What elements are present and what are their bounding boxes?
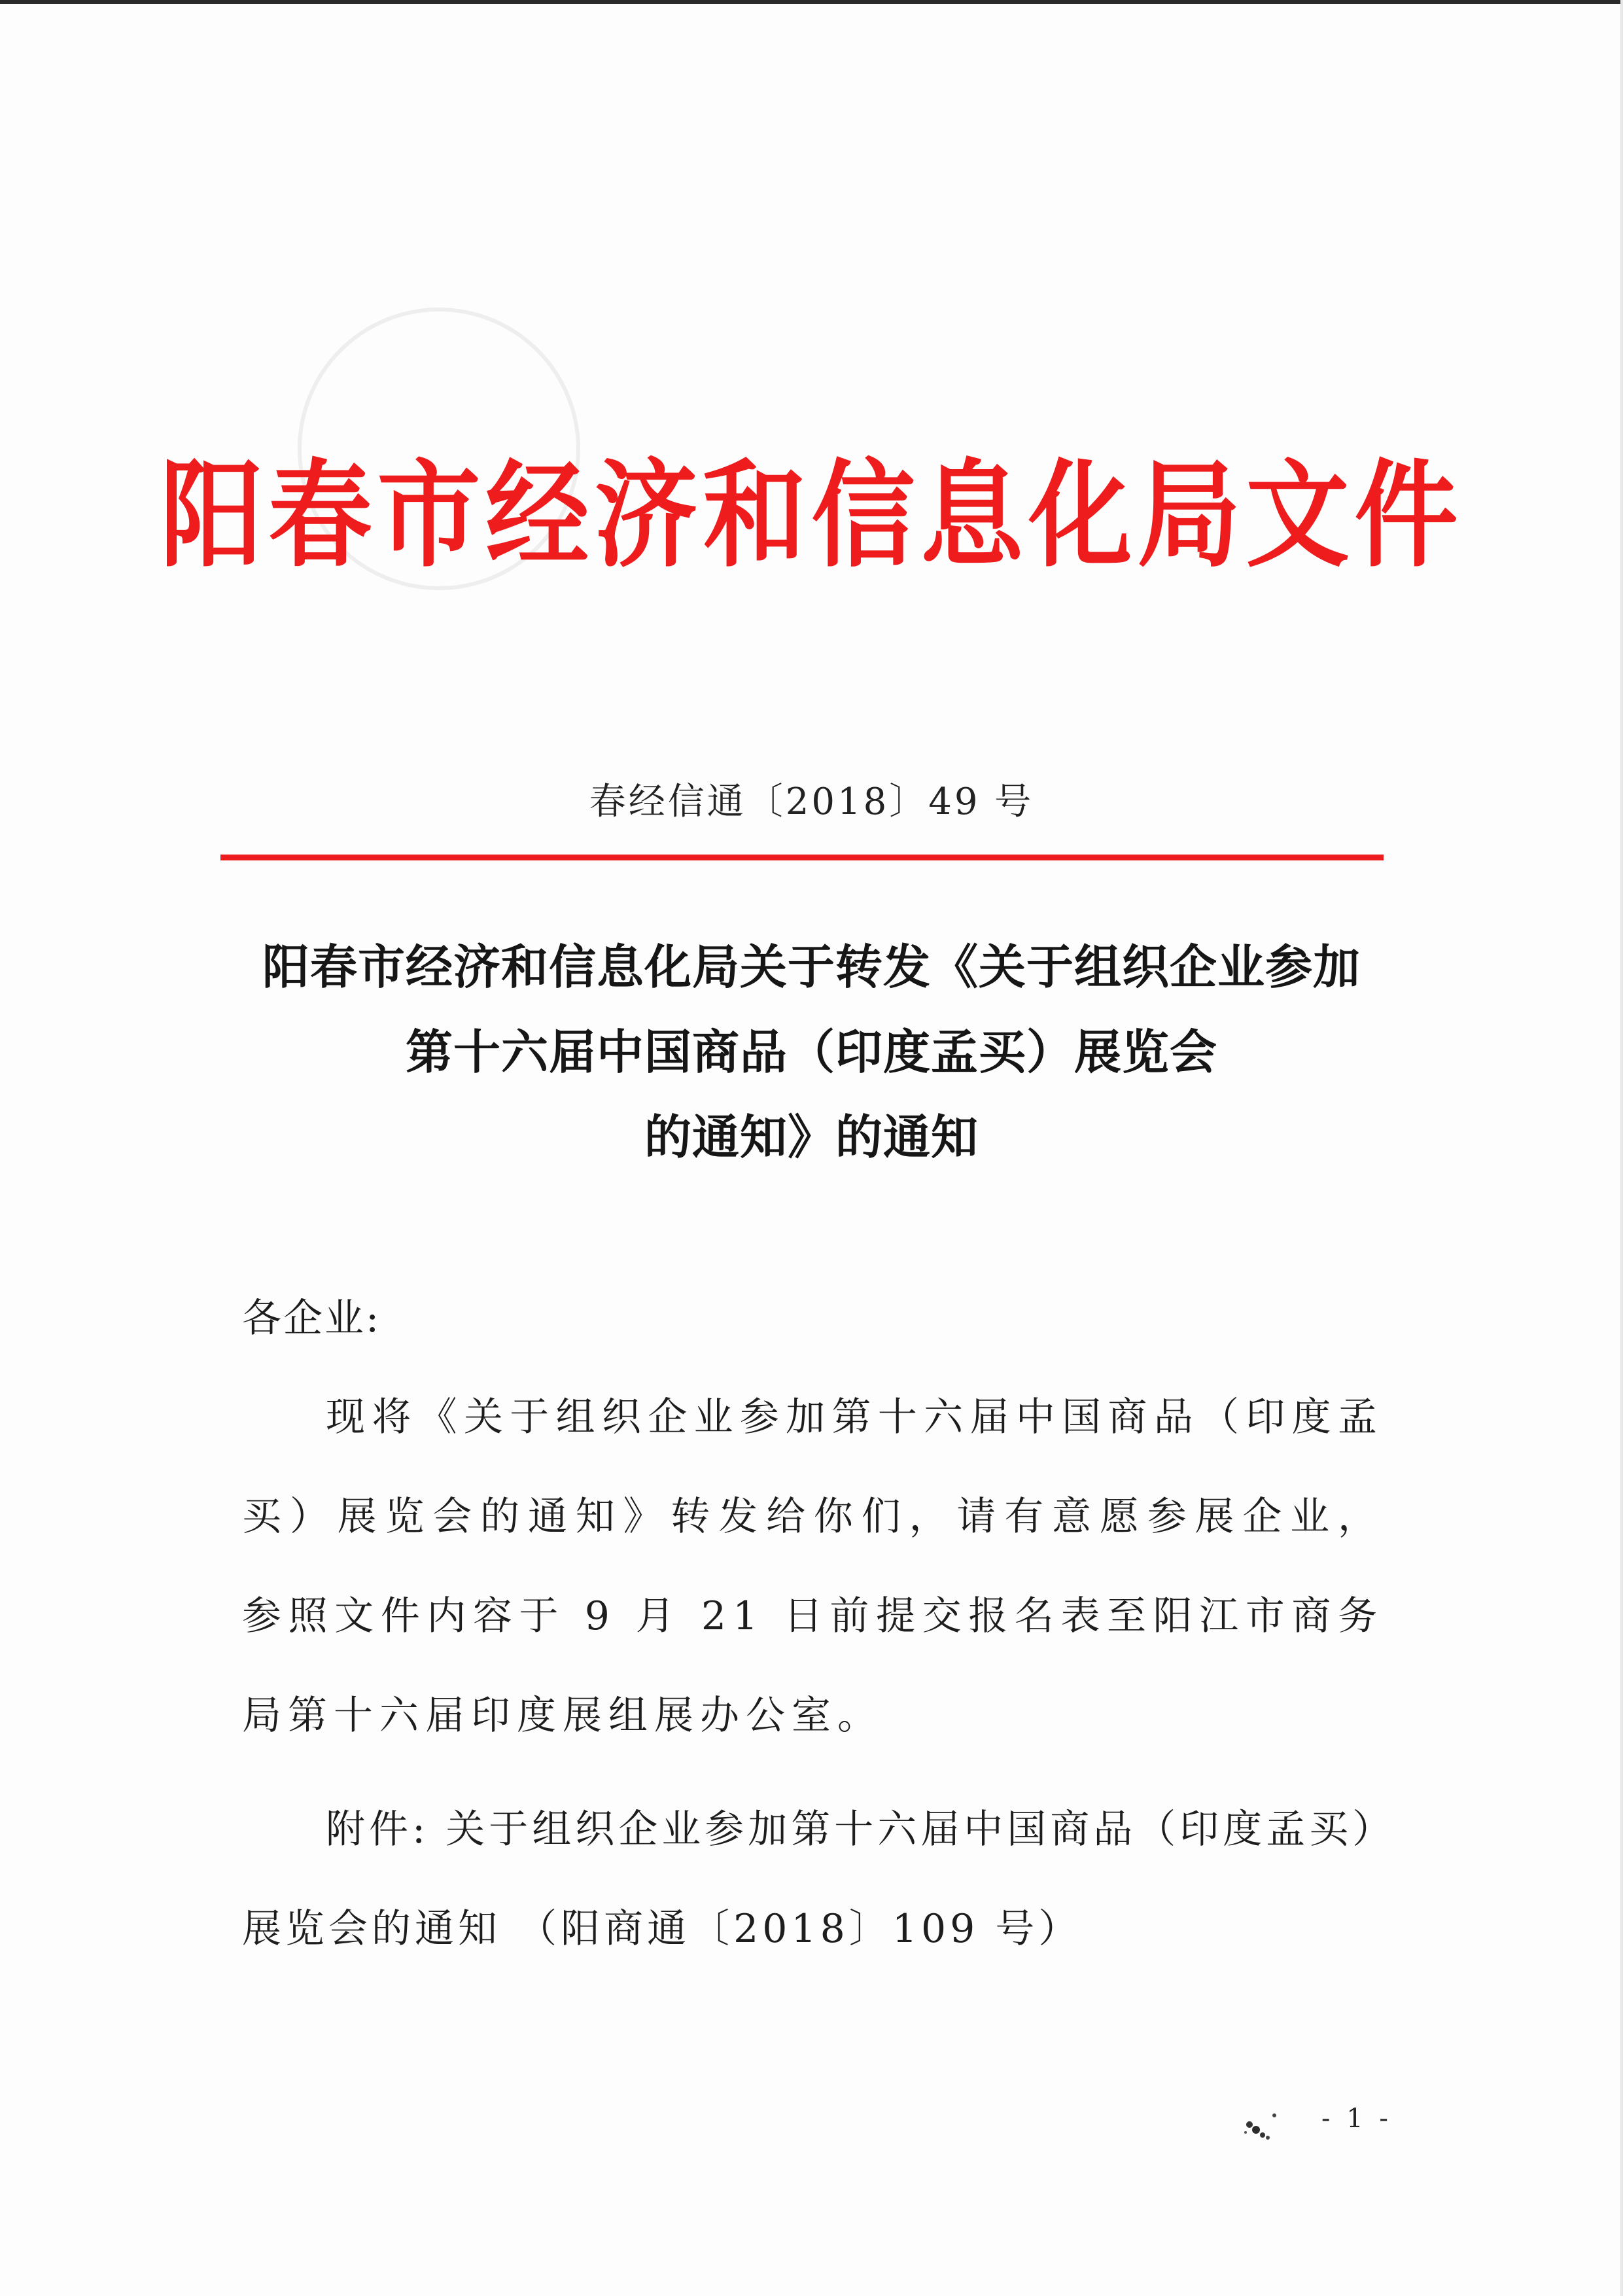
document-masthead: 阳春市经济和信息化局文件: [160, 448, 1463, 584]
document-title-line-2: 第十六届中国商品（印度孟买）展览会: [405, 1024, 1217, 1080]
red-divider-rule: [220, 855, 1384, 860]
document-number: 春经信通〔2018〕49 号: [589, 781, 1034, 823]
attachment-note: 附件: 关于组织企业参加第十六届中国商品（印度孟买）展览会的通知 （阳商通〔2018〕109 号）: [242, 1807, 1376, 1952]
ink-smudge: [1236, 2110, 1282, 2149]
body-paragraph: 现将《关于组织企业参加第十六届中国商品（印度孟买）展览会的通知》转发给你们，请有意愿参展企业，参照文件内容于 9 月 21 日前提交报名表至阳江市商务局第十六届印度展组展办公室。: [242, 1394, 1384, 1739]
document-title-line-1: 阳春市经济和信息化局关于转发《关于组织企业参加: [262, 939, 1361, 995]
document-title-line-3: 的通知》的通知: [644, 1109, 979, 1165]
scan-edge-top: [0, 0, 1623, 4]
salutation: 各企业:: [242, 1296, 381, 1341]
page-number: - 1 -: [1321, 2104, 1392, 2134]
